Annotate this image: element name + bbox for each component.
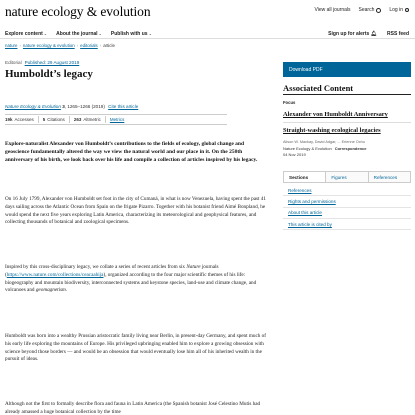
- body-paragraph: [5, 264, 267, 295]
- abstract: Explore-naturalist Alexander von Humboldt’s contributions to the fields of ecology, global change and geoscience fundamentally altered the way we view the natural world and our place in it. On the 250th anniversary of his birth, we look back over his life and compile a collection of articles inspired by his legacy.: [5, 141, 258, 163]
- text: Nature: [186, 264, 201, 270]
- metrics-link[interactable]: Metrics: [109, 117, 125, 122]
- cite-article-link[interactable]: Cite this article: [108, 104, 139, 109]
- metric-value: 263: [73, 117, 82, 122]
- nav-label: Publish with us: [110, 31, 148, 37]
- chevron-down-icon: ⌄: [98, 31, 102, 36]
- login-link[interactable]: [389, 7, 409, 13]
- collection-link[interactable]: https://www.nature.com/collections/ceacaahija: [6, 271, 104, 278]
- correspondence-link[interactable]: Straight-washing ecological legacies: [283, 127, 381, 134]
- toc-item[interactable]: Rights and permissions: [283, 196, 411, 207]
- body-paragraph: Humboldt was born into a wealthy Prussian aristocratic family living near Berlin, in present-day Germany, and spent much of his early life exploring the mountains of Europe. His privileged upbringing enabled him to explore a growing obsession with science beyond those borders — and would be an obsession that would eventually lose him all of his inherited wealth in the pursuit of ideas.: [5, 333, 266, 363]
- toc-item[interactable]: This article is cited by: [283, 219, 411, 230]
- divider: [283, 122, 411, 123]
- rss-feed-link[interactable]: RSS feed: [387, 31, 409, 37]
- article-title: Humboldt’s legacy: [5, 68, 93, 80]
- text: ), organized according to the four major scientific themes of his life: biogeography and mountain biodiversity, interconnected systems and keystone species, land-use and climate change, and volcanoes and: [5, 271, 257, 294]
- bell-icon: 🔔︎: [370, 31, 378, 37]
- tab-references[interactable]: References: [369, 172, 410, 182]
- body-paragraph: On 16 July 1799, Alexander von Humboldt set foot in the city of Cumaná, in what is now Venezuela, having spent the past 41 days sailing across the Atlantic Ocean from Spain on the frigate Pizarro. Together with his botanist friend Aimé Bonpland, he would spend the next five years exploring Latin America, characterizing its meteorological and geophysical features, and collecting thousands of botanical and zoological specimens.: [5, 196, 266, 226]
- metric-accesses: [5, 116, 39, 123]
- pages: , 1265–1266 (2019): [64, 104, 105, 109]
- download-label: Download PDF: [289, 66, 323, 73]
- search-label: Search: [358, 7, 375, 13]
- focus-label: Focus: [283, 100, 296, 105]
- nav-label: Explore content: [5, 31, 43, 37]
- metrics-bar: [5, 114, 227, 125]
- journal-logo[interactable]: nature ecology & evolution: [5, 4, 151, 19]
- tab-figures[interactable]: Figures: [326, 172, 368, 182]
- download-pdf-button[interactable]: [283, 62, 411, 77]
- metric-citations: [43, 116, 70, 123]
- nav-label: Sign up for alerts: [328, 31, 370, 37]
- text: Inspired by this cross-disciplinary legacy, we collate a series of recent articles from six: [5, 264, 187, 270]
- user-icon: [405, 8, 409, 12]
- breadcrumb-editorials[interactable]: editorials: [80, 43, 98, 48]
- citation-line: [5, 104, 138, 109]
- tab-sections[interactable]: Sections: [284, 172, 326, 182]
- search-icon: [376, 8, 381, 13]
- nav-explore-content[interactable]: [5, 31, 47, 37]
- sign-up-alerts-link[interactable]: [328, 31, 377, 37]
- text: journals (: [5, 264, 219, 278]
- text: geomagnetism: [35, 287, 66, 294]
- chevron-down-icon: ⌄: [148, 31, 152, 36]
- associated-content-heading: Associated Content: [283, 83, 354, 93]
- breadcrumb-nature[interactable]: nature: [5, 43, 18, 48]
- metric-altmetric: [74, 116, 106, 123]
- corr-journal: Nature Ecology & Evolution: [283, 146, 332, 151]
- breadcrumb-separator: ›: [76, 43, 79, 48]
- journal-name-link[interactable]: Nature Ecology & Evolution: [5, 104, 61, 109]
- nav-about-journal[interactable]: [56, 31, 102, 37]
- nav-publish-with-us[interactable]: [111, 31, 152, 37]
- correspondence-meta: [283, 146, 367, 151]
- top-links: [314, 7, 409, 13]
- corr-type: Correspondence: [334, 146, 367, 151]
- chevron-down-icon: ⌄: [43, 31, 48, 36]
- breadcrumb-article: article: [103, 43, 115, 48]
- breadcrumb: [5, 43, 115, 48]
- correspondence-date: 04 Nov 2019: [283, 152, 306, 157]
- text: .: [65, 287, 68, 294]
- login-label: Log in: [389, 7, 403, 13]
- metric-label: Accesses: [14, 117, 34, 122]
- publish-date: Published: 29 August 2019: [24, 60, 80, 65]
- correspondence-authors: Alison W. Mackay, David Adgar, ... Erienne Ochu: [283, 140, 365, 144]
- metric-value: 5: [42, 117, 46, 122]
- sidebar-tabs: [283, 171, 411, 183]
- view-all-journals-link[interactable]: View all journals: [314, 7, 351, 13]
- metric-value: 19k: [5, 117, 13, 122]
- article-type: Editorial: [5, 60, 22, 65]
- body-paragraph: Although not the first to formally describe flora and fauna in Latin America (the Spanish botanist José Celestino Mutis had already amassed a huge botanical collection by the time: [5, 401, 261, 415]
- breadcrumb-journal[interactable]: nature ecology & evolution: [22, 43, 75, 48]
- breadcrumb-separator: ›: [99, 43, 102, 48]
- metric-label: Altmetric: [83, 117, 101, 122]
- article-meta: [5, 60, 79, 65]
- divider: [283, 94, 411, 95]
- top-bar: [0, 0, 415, 30]
- volume: 3: [62, 104, 65, 109]
- toc-item[interactable]: References: [283, 185, 411, 196]
- metric-label: Citations: [47, 117, 65, 122]
- search-link[interactable]: [359, 7, 382, 13]
- focus-link[interactable]: Alexander von Humboldt Anniversary: [283, 111, 388, 118]
- nav-label: About the journal: [56, 31, 98, 37]
- toc-item[interactable]: About this article: [283, 208, 411, 219]
- breadcrumb-separator: ›: [19, 43, 21, 48]
- main-nav: [0, 30, 415, 39]
- section-list: [283, 185, 411, 230]
